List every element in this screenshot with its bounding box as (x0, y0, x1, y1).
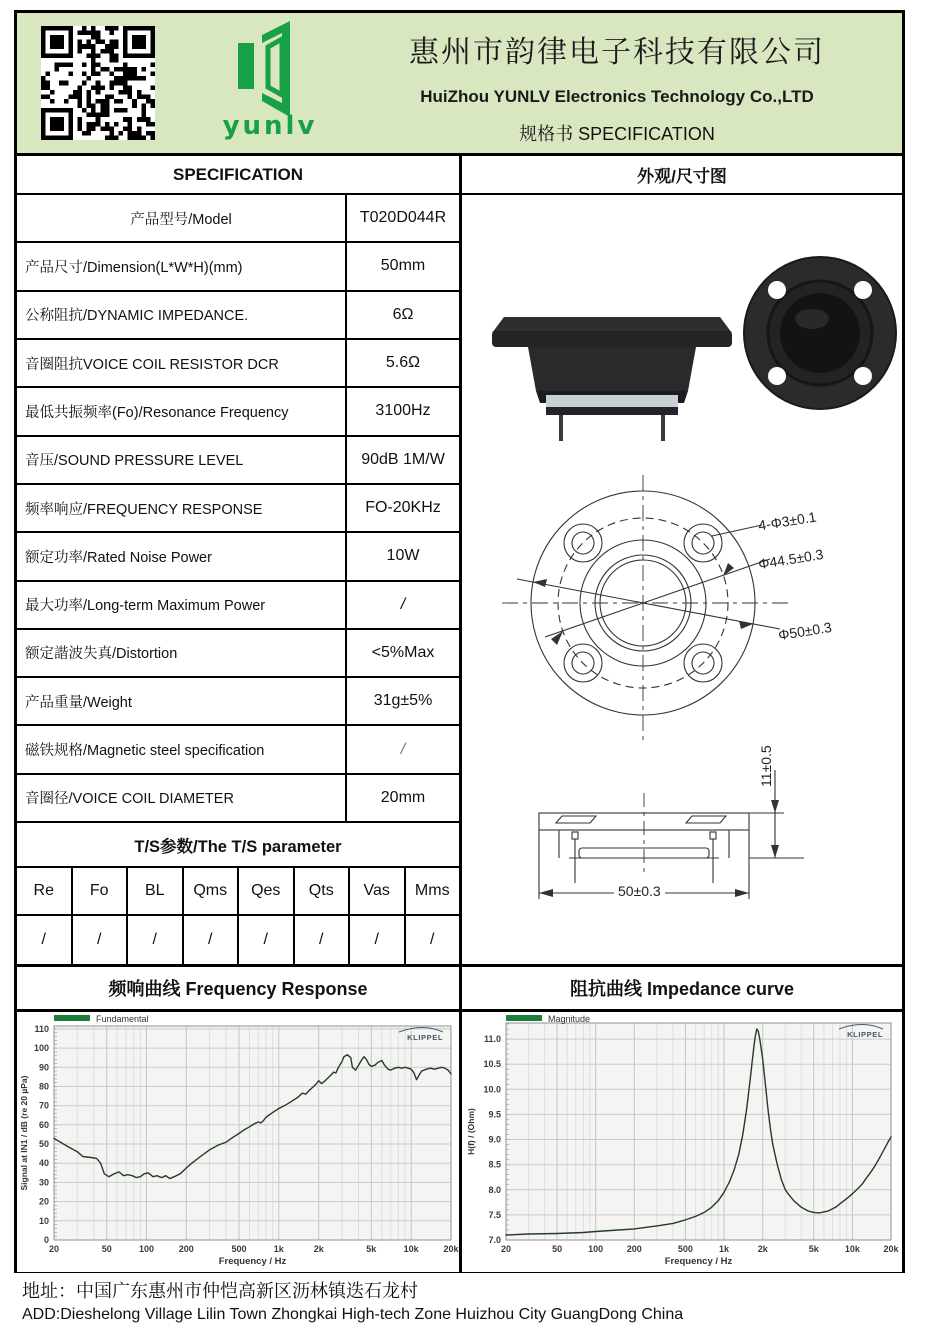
table-row (17, 292, 459, 340)
ts-col-header: Fo (73, 868, 129, 914)
impedance-curve-title: 阻抗曲线 Impedance curve (462, 967, 902, 1012)
impedance-curve-chart (462, 1012, 899, 1267)
table-row (17, 195, 459, 243)
ts-value: / (73, 916, 129, 964)
row-value: 5.6Ω (385, 354, 421, 372)
row-label: 额定諧波失真/Distortion (17, 630, 347, 676)
row-label: 磁铁规格/Magnetic steel specification (17, 726, 347, 772)
svg-text:20k: 20k (883, 1244, 899, 1254)
svg-text:11.0: 11.0 (483, 1034, 501, 1045)
side-dimension-drawing (539, 770, 804, 899)
svg-text:1k: 1k (718, 1244, 730, 1254)
company-logo (205, 21, 335, 147)
document-header (17, 13, 902, 156)
svg-text:10.5: 10.5 (483, 1059, 501, 1070)
table-row (17, 485, 459, 533)
svg-text:90: 90 (38, 1062, 49, 1073)
svg-text:5k: 5k (366, 1244, 377, 1254)
ts-col-header: Qts (295, 868, 351, 914)
svg-text:8.5: 8.5 (488, 1159, 501, 1170)
address-cn: 地址：中国广东惠州市仲恺高新区沥林镇迭石龙村 (22, 1281, 418, 1301)
svg-text:100: 100 (33, 1043, 49, 1054)
ts-col-header: Re (17, 868, 73, 914)
ts-col-header: Vas (350, 868, 406, 914)
row-label: 公称阻抗/DYNAMIC IMPEDANCE. (17, 292, 347, 338)
row-label: 最低共振频率(Fo)/Resonance Frequency (17, 388, 347, 434)
svg-text:20: 20 (500, 1244, 512, 1254)
table-row (17, 388, 459, 436)
svg-text:100: 100 (138, 1244, 155, 1254)
svg-text:60: 60 (38, 1119, 49, 1130)
svg-text:20k: 20k (443, 1244, 459, 1254)
document-type: 规格书 SPECIFICATION (519, 124, 715, 144)
svg-text:50: 50 (552, 1244, 563, 1254)
row-value: 6Ω (392, 305, 414, 323)
company-name-cn: 惠州市韵律电子科技有限公司 (409, 36, 825, 69)
svg-text:200: 200 (178, 1244, 194, 1254)
body-grid (17, 156, 902, 967)
ts-col-header: BL (128, 868, 184, 914)
ts-parameter-headers (17, 868, 459, 916)
tweeter-side-photo (492, 317, 732, 441)
table-row (17, 340, 459, 388)
height-dimension-label: 11±0.5 (758, 745, 774, 787)
svg-text:Magnitude: Magnitude (548, 1014, 591, 1024)
svg-text:Fundamental: Fundamental (96, 1014, 149, 1024)
row-label: 音圈径/VOICE COIL DIAMETER (17, 775, 347, 821)
row-label: 产品尺寸/Dimension(L*W*H)(mm) (17, 243, 347, 289)
svg-text:Signal at IN1 / dB (re 20 µPa): Signal at IN1 / dB (re 20 µPa) (19, 1075, 29, 1191)
impedance-panel (462, 967, 902, 1270)
ts-value: / (184, 916, 240, 964)
ts-parameter-values (17, 916, 459, 964)
svg-text:500: 500 (677, 1244, 693, 1254)
row-label: 额定功率/Rated Noise Power (17, 533, 347, 579)
ts-col-header: Qms (184, 868, 240, 914)
header-titles (337, 13, 897, 153)
svg-text:100: 100 (588, 1244, 604, 1254)
svg-text:110: 110 (34, 1023, 49, 1034)
svg-text:30: 30 (38, 1177, 49, 1188)
ts-value: / (239, 916, 295, 964)
frequency-response-title: 频响曲线 Frequency Response (17, 967, 459, 1012)
company-name-en: HuiZhou YUNLV Electronics Technology Co.,LTD (420, 87, 814, 106)
row-value: FO-20KHz (365, 499, 441, 517)
ts-parameter-title: T/S参数/The T/S parameter (17, 823, 459, 868)
svg-text:20: 20 (48, 1244, 60, 1254)
tweeter-front-photo (744, 257, 896, 409)
svg-text:200: 200 (626, 1244, 642, 1254)
appearance-title: 外观/尺寸图 (462, 156, 902, 195)
svg-text:8.0: 8.0 (488, 1184, 501, 1195)
address-en: ADD:Dieshelong Village Lilin Town Zhongkai High-tech Zone Huizhou City GuangDong China (22, 1306, 684, 1323)
table-row (17, 582, 459, 630)
svg-text:0: 0 (43, 1235, 49, 1245)
table-row (17, 775, 459, 823)
qr-code (41, 26, 155, 140)
row-value: 50mm (380, 257, 426, 275)
table-row (17, 630, 459, 678)
row-label: 产品重量/Weight (17, 678, 347, 724)
svg-text:40: 40 (38, 1158, 49, 1169)
table-row (17, 437, 459, 485)
svg-text:2k: 2k (757, 1244, 768, 1254)
row-label: 产品型号/Model (17, 195, 347, 241)
specification-title: SPECIFICATION (17, 156, 459, 195)
ts-col-header: Mms (414, 882, 450, 899)
width-dimension-label: 50±0.3 (614, 883, 665, 899)
table-row (17, 726, 459, 774)
outer-diameter-dimension-label: Φ50±0.3 (777, 618, 833, 644)
spec-sheet-document (14, 10, 905, 1273)
table-row (17, 533, 459, 581)
svg-text:Frequency / Hz: Frequency / Hz (218, 1256, 287, 1267)
appearance-panel (462, 156, 902, 964)
svg-text:10k: 10k (844, 1244, 860, 1254)
table-row (17, 243, 459, 291)
svg-text:Frequency / Hz: Frequency / Hz (664, 1256, 733, 1267)
row-label: 频率响应/FREQUENCY RESPONSE (17, 485, 347, 531)
row-value: <5%Max (371, 643, 435, 661)
specification-table (17, 195, 459, 823)
row-label: 音压/SOUND PRESSURE LEVEL (17, 437, 347, 483)
row-label: 最大功率/Long-term Maximum Power (17, 582, 347, 628)
ts-value: / (17, 916, 73, 964)
svg-text:7.5: 7.5 (488, 1209, 501, 1220)
svg-text:10k: 10k (403, 1244, 419, 1254)
impedance-chart-box (462, 1012, 902, 1272)
hole-dimension-label: 4-Φ3±0.1 (757, 508, 818, 534)
svg-text:2k: 2k (313, 1244, 324, 1254)
frequency-response-chart-box (17, 1012, 459, 1272)
svg-text:1k: 1k (273, 1244, 284, 1254)
ts-value: / (430, 931, 435, 948)
frequency-response-chart (17, 1012, 459, 1267)
logo-text: yunlv (222, 111, 318, 141)
product-drawings (462, 195, 899, 964)
svg-text:50: 50 (38, 1139, 49, 1150)
ts-value: / (350, 916, 406, 964)
svg-text:H(f) / (Ohm): H(f) / (Ohm) (466, 1108, 476, 1155)
frequency-response-panel (17, 967, 462, 1270)
row-value: / (400, 595, 406, 613)
row-value: 31g±5% (373, 692, 433, 710)
svg-text:9.5: 9.5 (488, 1109, 501, 1120)
svg-text:KLIPPEL: KLIPPEL (407, 1033, 443, 1042)
address-footer (22, 1277, 932, 1324)
svg-text:10: 10 (38, 1215, 49, 1226)
ts-col-header: Qes (239, 868, 295, 914)
svg-text:7.0: 7.0 (488, 1235, 501, 1245)
svg-text:10.0: 10.0 (483, 1084, 501, 1095)
row-value: 20mm (380, 788, 426, 806)
row-value: / (400, 740, 406, 758)
ts-value: / (295, 916, 351, 964)
svg-text:20: 20 (38, 1196, 49, 1207)
svg-text:50: 50 (101, 1244, 112, 1254)
svg-text:80: 80 (38, 1081, 49, 1092)
row-value: T020D044R (359, 209, 447, 227)
drawing-area (462, 195, 902, 964)
speaker-logo-icon (224, 21, 316, 117)
svg-text:KLIPPEL: KLIPPEL (847, 1030, 883, 1039)
row-value: 90dB 1M/W (361, 450, 445, 468)
svg-text:9.0: 9.0 (488, 1134, 501, 1145)
svg-text:5k: 5k (808, 1244, 819, 1254)
row-value: 10W (386, 547, 420, 565)
row-label: 音圈阻抗VOICE COIL RESISTOR DCR (17, 340, 347, 386)
charts-section (17, 967, 902, 1270)
svg-text:70: 70 (38, 1100, 49, 1111)
svg-text:500: 500 (231, 1244, 247, 1254)
table-row (17, 678, 459, 726)
front-dimension-drawing (502, 475, 792, 740)
row-value: 3100Hz (375, 402, 431, 420)
bolt-circle-dimension-label: Φ44.5±0.3 (757, 545, 825, 573)
ts-value: / (128, 916, 184, 964)
specification-panel (17, 156, 462, 964)
